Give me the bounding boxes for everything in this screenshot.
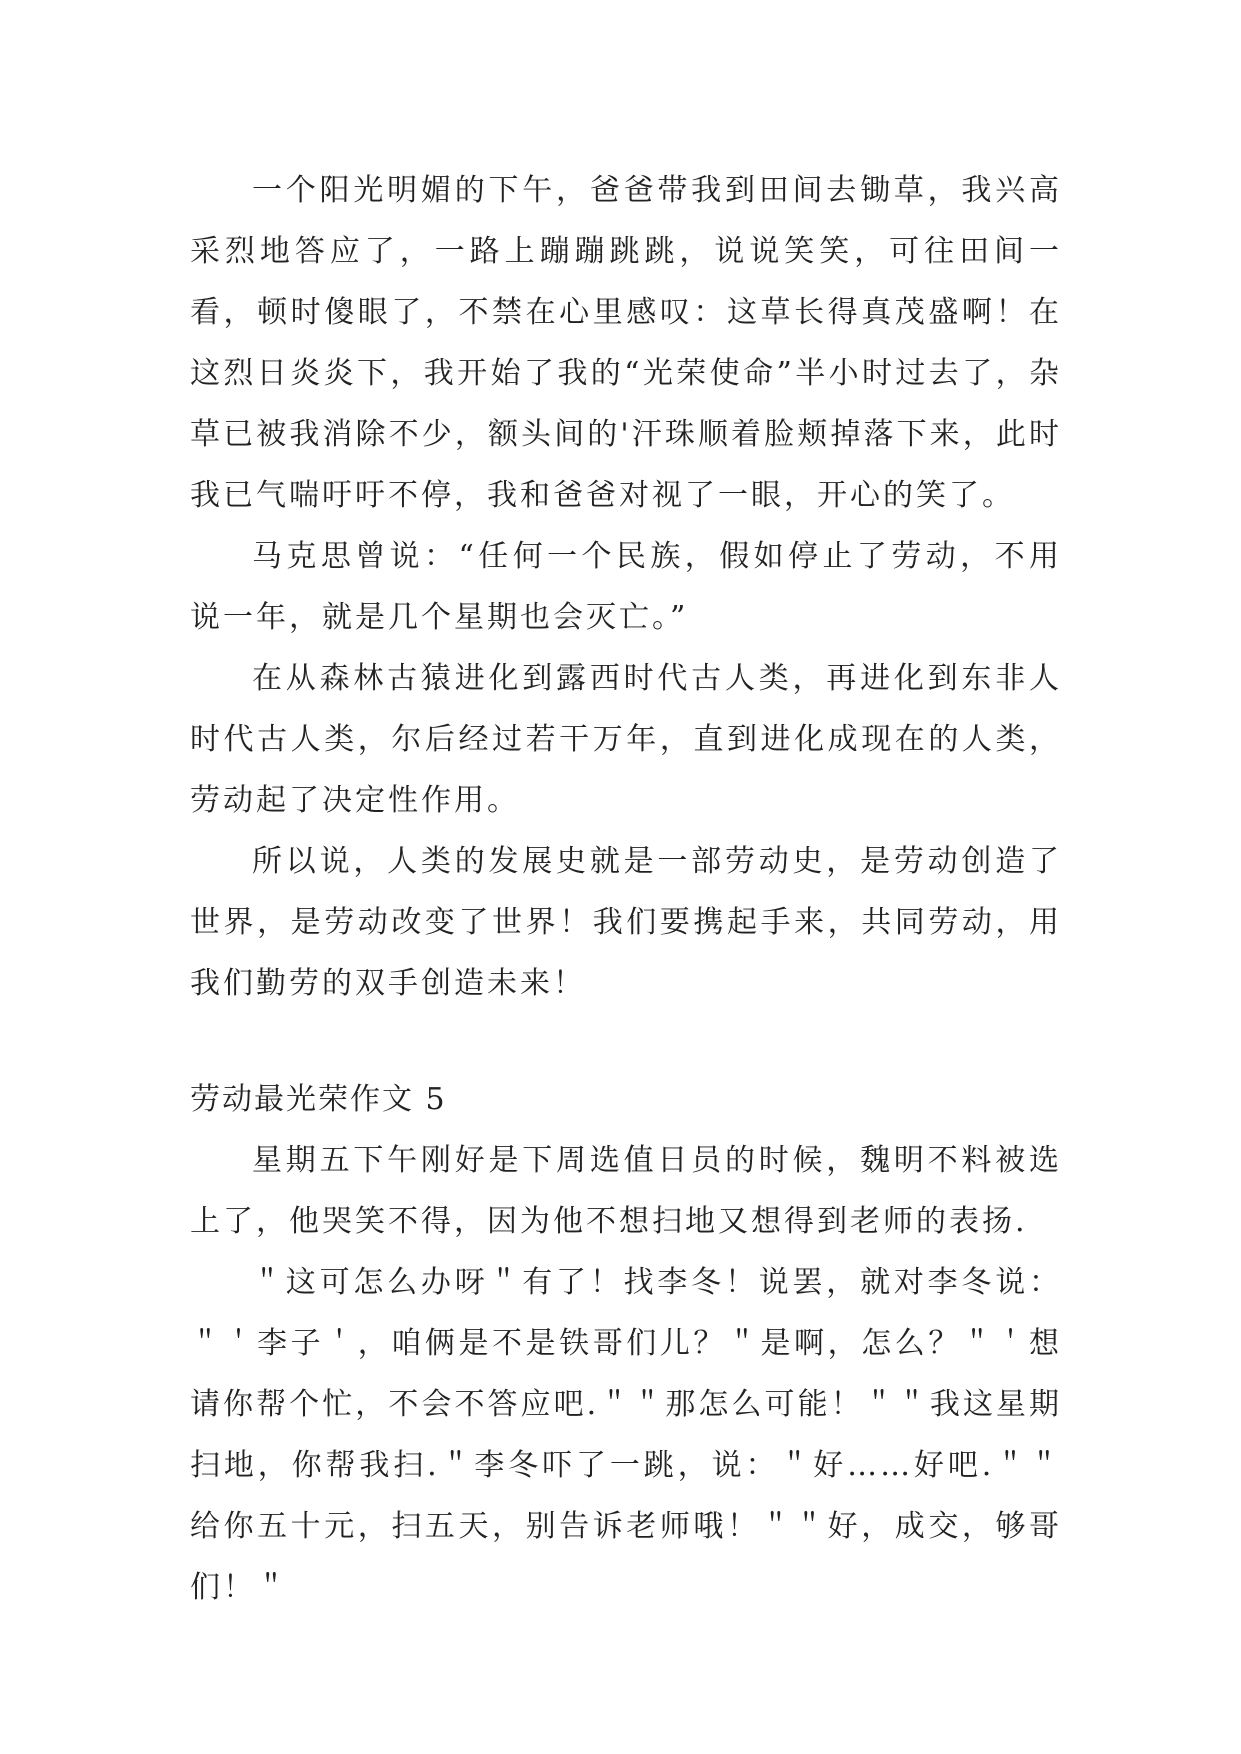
paragraph-marx-quote: 马克思曾说：“任何一个民族，假如停止了劳动，不用说一年，就是几个星期也会灭亡。” [190, 539, 1062, 635]
paragraph-afternoon-weeding: 一个阳光明媚的下午，爸爸带我到田间去锄草，我兴高采烈地答应了，一路上蹦蹦跳跳，说说笑笑，可往田间一看，顿时傻眼了，不禁在心里感叹：这草长得真茂盛啊！在这烈日炎炎下，我开始了我的“光荣使命”半小时过去了，杂草已被我消除不少，额头间的'汗珠顺着脸颊掉落下来，此时我已气喘吁吁不停，我和爸爸对视了一眼，开心的笑了。 [190, 173, 1062, 513]
paragraph-dialogue: ＂这可怎么办呀＂有了！找李冬！说罢，就对李冬说：＂＇李子＇，咱俩是不是铁哥们儿？＂是啊，怎么？＂＇想请你帮个忙，不会不答应吧.＂＂那怎么可能！＂＂我这星期扫地，你帮我扫.＂李冬吓了一跳，说：＂好……好吧.＂＂给你五十元，扫五天，别告诉老师哦！＂＂好，成交，够哥们！＂ [190, 1265, 1062, 1605]
paragraph-evolution: 在从森林古猿进化到露西时代古人类，再进化到东非人时代古人类，尔后经过若干万年，直到进化成现在的人类，劳动起了决定性作用。 [190, 661, 1062, 818]
document-body [190, 160, 1062, 1618]
paragraph-conclusion: 所以说，人类的发展史就是一部劳动史，是劳动创造了世界，是劳动改变了世界！我们要携起手来，共同劳动，用我们勤劳的双手创造未来！ [190, 844, 1062, 1001]
paragraph-duty-selection: 星期五下午刚好是下周选值日员的时候，魏明不料被选上了，他哭笑不得，因为他不想扫地又想得到老师的表扬. [190, 1143, 1062, 1239]
section-title: 劳动最光荣作文 5 [190, 1082, 447, 1117]
